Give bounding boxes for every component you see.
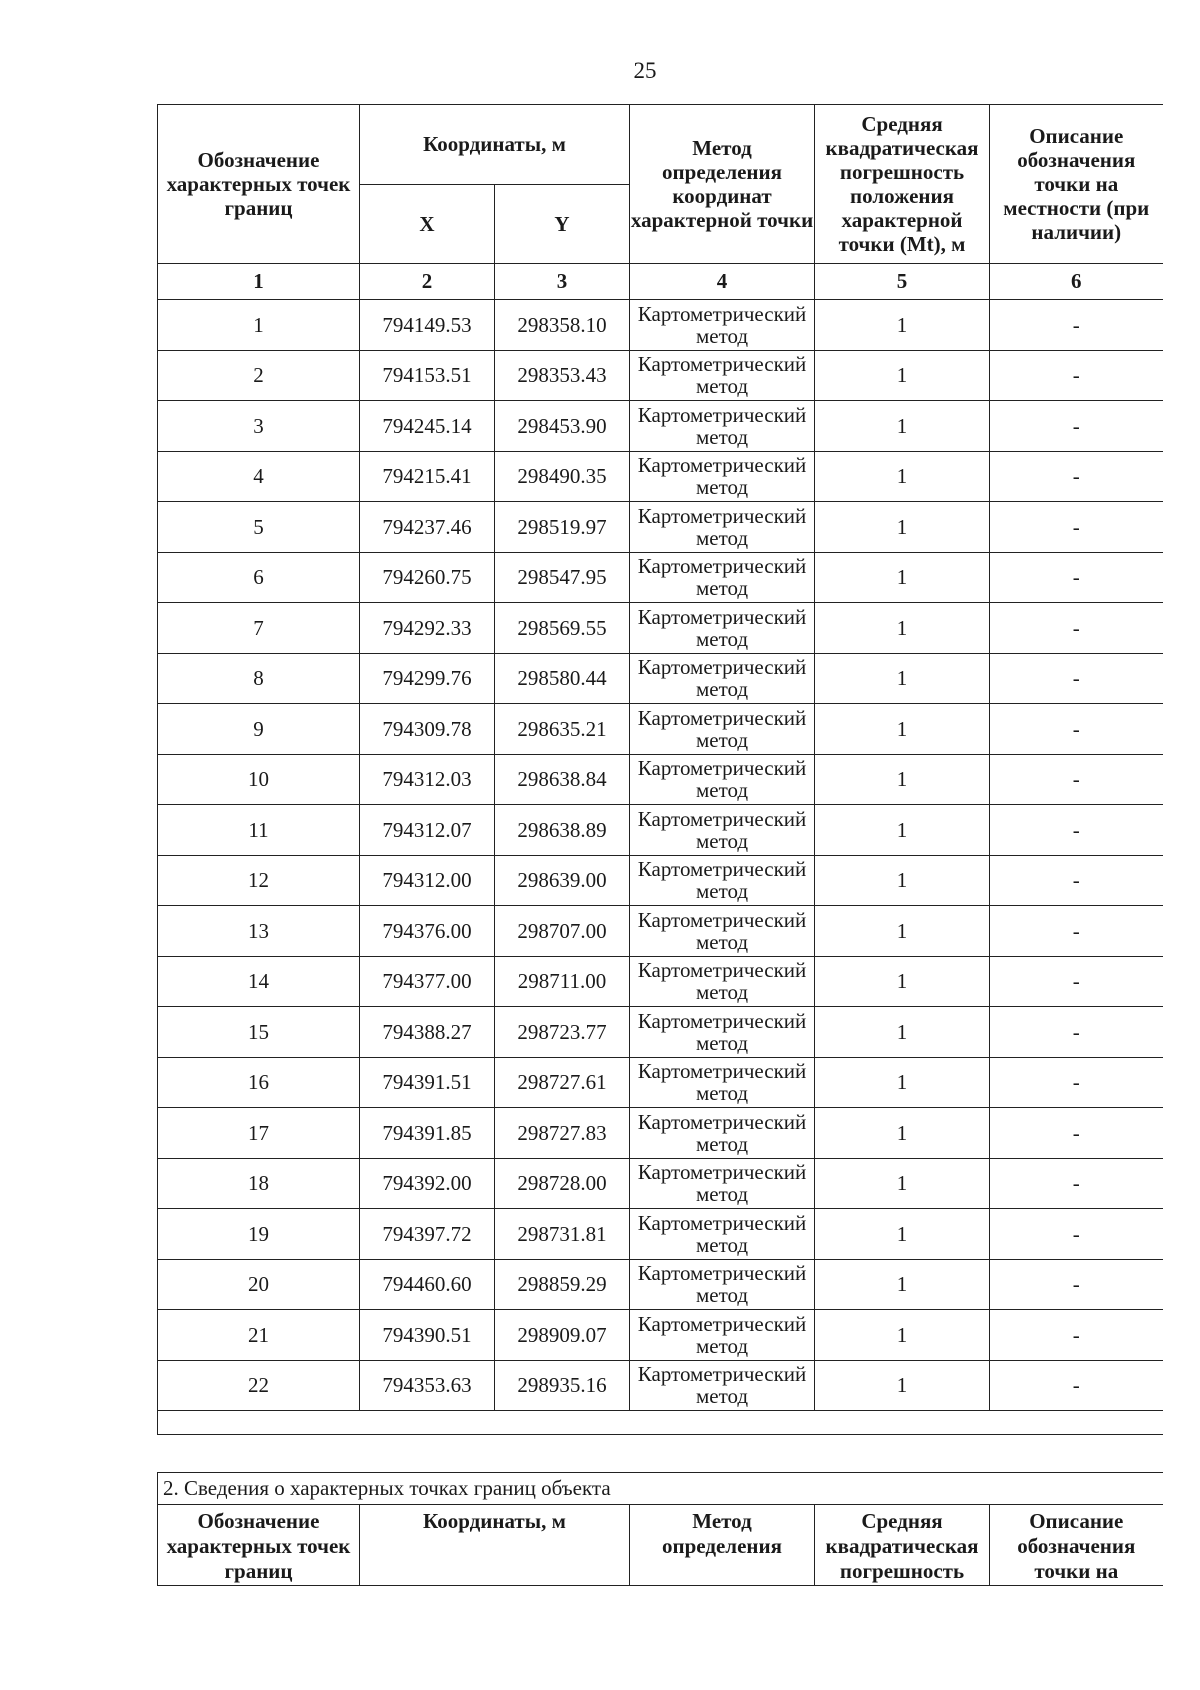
mean-square-error-cell: 1 [815,603,990,654]
table-row [158,451,1163,502]
mean-square-error-cell: 1 [815,704,990,755]
point-number-cell: 20 [158,1259,360,1310]
x-coordinate-cell: 794397.72 [360,1209,495,1260]
point-number-cell: 5 [158,502,360,553]
point-number-cell: 1 [158,300,360,351]
method-cell: Картометрический метод [630,502,815,553]
mean-square-error-cell: 1 [815,451,990,502]
x-coordinate-cell: 794392.00 [360,1158,495,1209]
method-cell: Картометрический метод [630,653,815,704]
mean-square-error-cell: 1 [815,1310,990,1361]
method-cell: Картометрический метод [630,1108,815,1159]
y-coordinate-cell: 298728.00 [495,1158,630,1209]
point-number-cell: 16 [158,1057,360,1108]
column-numbers-row [158,264,1163,300]
method-cell: Картометрический метод [630,401,815,452]
y-coordinate-cell: 298639.00 [495,855,630,906]
empty-cell [158,1411,1163,1435]
y-coordinate-cell: 298635.21 [495,704,630,755]
description-cell: - [990,956,1163,1007]
table-row [158,552,1163,603]
x-coordinate-cell: 794299.76 [360,653,495,704]
header-point-designation: Обозначение характерных точек границ [158,105,360,264]
point-number-cell: 21 [158,1310,360,1361]
point-number-cell: 9 [158,704,360,755]
y-coordinate-cell: 298547.95 [495,552,630,603]
table-row [158,603,1163,654]
description-cell: - [990,401,1163,452]
mean-square-error-cell: 1 [815,653,990,704]
description-cell: - [990,1007,1163,1058]
x-coordinate-cell: 794390.51 [360,1310,495,1361]
table-row [158,1360,1163,1411]
table-row [158,1108,1163,1159]
method-cell: Картометрический метод [630,1310,815,1361]
point-number-cell: 4 [158,451,360,502]
method-cell: Картометрический метод [630,805,815,856]
header-method: Метод определения координат характерной точки [630,105,815,264]
description-cell: - [990,653,1163,704]
y-coordinate-cell: 298638.89 [495,805,630,856]
point-number-cell: 13 [158,906,360,957]
table-row [158,300,1163,351]
mean-square-error-cell: 1 [815,855,990,906]
method-cell: Картометрический метод [630,906,815,957]
x-coordinate-cell: 794376.00 [360,906,495,957]
x-coordinate-cell: 794260.75 [360,552,495,603]
table-row [158,1057,1163,1108]
description-cell: - [990,1259,1163,1310]
y-coordinate-cell: 298909.07 [495,1310,630,1361]
header-description: Описание обозначения точки на местности (при наличии) [990,105,1163,264]
table-row [158,1158,1163,1209]
mean-square-error-cell: 1 [815,754,990,805]
description-cell: - [990,1209,1163,1260]
y-coordinate-cell: 298358.10 [495,300,630,351]
description-cell: - [990,906,1163,957]
x-coordinate-cell: 794391.51 [360,1057,495,1108]
mean-square-error-cell: 1 [815,1259,990,1310]
description-cell: - [990,754,1163,805]
column-number: 2 [360,264,495,300]
method-cell: Картометрический метод [630,704,815,755]
description-cell: - [990,552,1163,603]
point-number-cell: 18 [158,1158,360,1209]
y-coordinate-cell: 298727.61 [495,1057,630,1108]
y-coordinate-cell: 298707.00 [495,906,630,957]
mean-square-error-cell: 1 [815,805,990,856]
description-cell: - [990,1360,1163,1411]
description-cell: - [990,350,1163,401]
x-coordinate-cell: 794460.60 [360,1259,495,1310]
point-number-cell: 2 [158,350,360,401]
mean-square-error-cell: 1 [815,956,990,1007]
mean-square-error-cell: 1 [815,1158,990,1209]
mean-square-error-cell: 1 [815,300,990,351]
y-coordinate-cell: 298580.44 [495,653,630,704]
header-mean-square-error: Средняя квадратическая погрешность положения характерной точки (Mt), м [815,105,990,264]
column-number: 4 [630,264,815,300]
description-cell: - [990,704,1163,755]
description-cell: - [990,603,1163,654]
column-number: 1 [158,264,360,300]
description-cell: - [990,805,1163,856]
method-cell: Картометрический метод [630,1158,815,1209]
mean-square-error-cell: 1 [815,350,990,401]
method-cell: Картометрический метод [630,451,815,502]
section-title: 2. Сведения о характерных точках границ объекта [158,1473,1163,1505]
x-coordinate-cell: 794245.14 [360,401,495,452]
header-y: Y [495,185,630,264]
object-points-table [157,1472,1163,1586]
table-row [158,754,1163,805]
mean-square-error-cell: 1 [815,1057,990,1108]
y-coordinate-cell: 298935.16 [495,1360,630,1411]
header-method: Метод определения [630,1505,815,1586]
method-cell: Картометрический метод [630,1259,815,1310]
x-coordinate-cell: 794215.41 [360,451,495,502]
mean-square-error-cell: 1 [815,552,990,603]
header-description: Описание обозначения точки на [990,1505,1163,1586]
x-coordinate-cell: 794292.33 [360,603,495,654]
description-cell: - [990,1158,1163,1209]
mean-square-error-cell: 1 [815,1108,990,1159]
x-coordinate-cell: 794312.00 [360,855,495,906]
y-coordinate-cell: 298569.55 [495,603,630,654]
boundary-points-table [157,104,1163,1435]
description-cell: - [990,451,1163,502]
header-point-designation: Обозначение характерных точек границ [158,1505,360,1586]
x-coordinate-cell: 794312.03 [360,754,495,805]
column-number: 5 [815,264,990,300]
mean-square-error-cell: 1 [815,1360,990,1411]
x-coordinate-cell: 794353.63 [360,1360,495,1411]
method-cell: Картометрический метод [630,1057,815,1108]
point-number-cell: 14 [158,956,360,1007]
point-number-cell: 17 [158,1108,360,1159]
x-coordinate-cell: 794309.78 [360,704,495,755]
y-coordinate-cell: 298638.84 [495,754,630,805]
x-coordinate-cell: 794391.85 [360,1108,495,1159]
header-mean-square-error: Средняя квадратическая погрешность [815,1505,990,1586]
table-row [158,704,1163,755]
table-row [158,653,1163,704]
y-coordinate-cell: 298453.90 [495,401,630,452]
method-cell: Картометрический метод [630,552,815,603]
header-x: X [360,185,495,264]
x-coordinate-cell: 794312.07 [360,805,495,856]
point-number-cell: 3 [158,401,360,452]
description-cell: - [990,1108,1163,1159]
x-coordinate-cell: 794153.51 [360,350,495,401]
y-coordinate-cell: 298490.35 [495,451,630,502]
method-cell: Картометрический метод [630,855,815,906]
description-cell: - [990,855,1163,906]
method-cell: Картометрический метод [630,1007,815,1058]
point-number-cell: 7 [158,603,360,654]
table-row [158,805,1163,856]
column-number: 3 [495,264,630,300]
point-number-cell: 15 [158,1007,360,1058]
table-row [158,502,1163,553]
point-number-cell: 10 [158,754,360,805]
header-coordinates: Координаты, м [360,1505,630,1586]
point-number-cell: 8 [158,653,360,704]
description-cell: - [990,502,1163,553]
y-coordinate-cell: 298711.00 [495,956,630,1007]
table-row [158,956,1163,1007]
y-coordinate-cell: 298859.29 [495,1259,630,1310]
point-number-cell: 12 [158,855,360,906]
table-row [158,401,1163,452]
method-cell: Картометрический метод [630,350,815,401]
y-coordinate-cell: 298727.83 [495,1108,630,1159]
table-row [158,1007,1163,1058]
table-row [158,906,1163,957]
mean-square-error-cell: 1 [815,906,990,957]
method-cell: Картометрический метод [630,956,815,1007]
table-row [158,1209,1163,1260]
x-coordinate-cell: 794237.46 [360,502,495,553]
point-number-cell: 11 [158,805,360,856]
mean-square-error-cell: 1 [815,1007,990,1058]
point-number-cell: 22 [158,1360,360,1411]
table-row [158,1310,1163,1361]
method-cell: Картометрический метод [630,1209,815,1260]
method-cell: Картометрический метод [630,300,815,351]
header-coordinates: Координаты, м [360,105,630,185]
x-coordinate-cell: 794149.53 [360,300,495,351]
point-number-cell: 6 [158,552,360,603]
y-coordinate-cell: 298723.77 [495,1007,630,1058]
mean-square-error-cell: 1 [815,502,990,553]
method-cell: Картометрический метод [630,754,815,805]
mean-square-error-cell: 1 [815,1209,990,1260]
table-row [158,1259,1163,1310]
description-cell: - [990,1057,1163,1108]
table-row [158,855,1163,906]
y-coordinate-cell: 298519.97 [495,502,630,553]
description-cell: - [990,300,1163,351]
empty-row [158,1411,1163,1435]
x-coordinate-cell: 794377.00 [360,956,495,1007]
point-number-cell: 19 [158,1209,360,1260]
y-coordinate-cell: 298353.43 [495,350,630,401]
description-cell: - [990,1310,1163,1361]
page-number: 25 [633,58,657,83]
method-cell: Картометрический метод [630,603,815,654]
column-number: 6 [990,264,1163,300]
mean-square-error-cell: 1 [815,401,990,452]
method-cell: Картометрический метод [630,1360,815,1411]
table-row [158,350,1163,401]
y-coordinate-cell: 298731.81 [495,1209,630,1260]
x-coordinate-cell: 794388.27 [360,1007,495,1058]
